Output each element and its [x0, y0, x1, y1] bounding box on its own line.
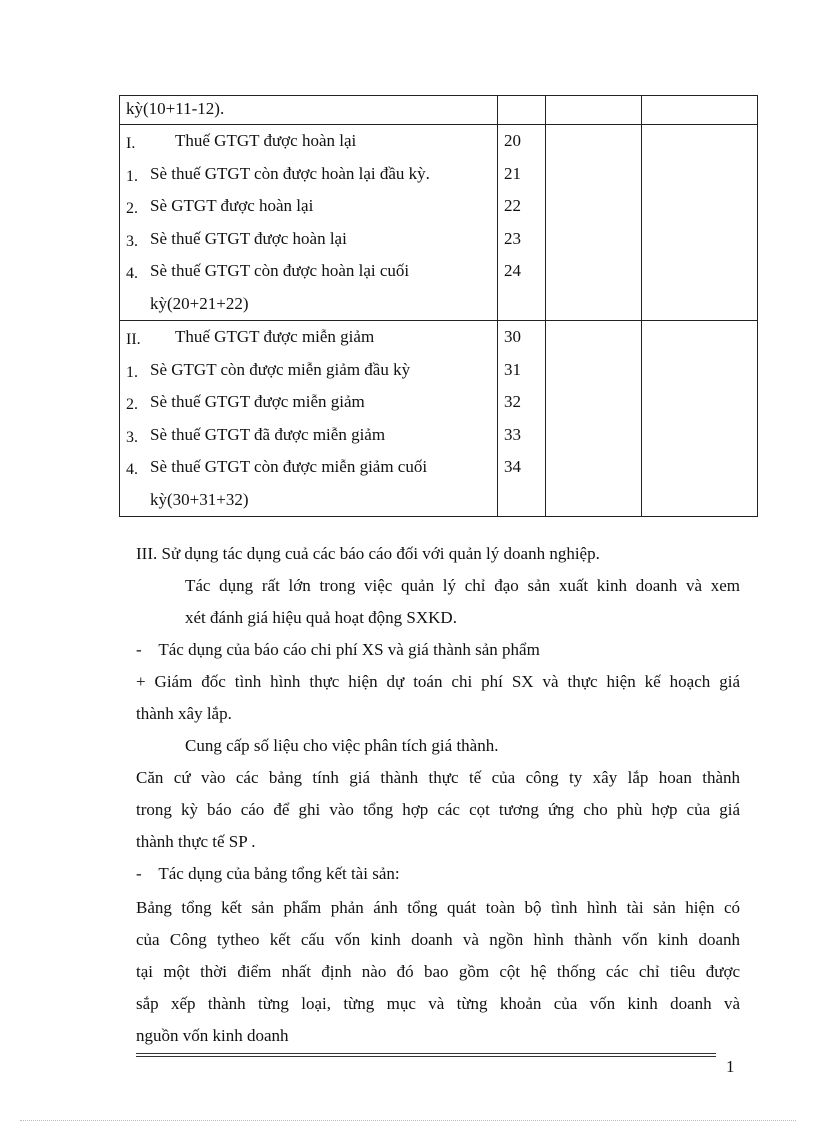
row-text: kỳ(30+31+32) — [150, 489, 249, 509]
row-code: 21 — [504, 163, 521, 183]
footer-divider — [136, 1053, 716, 1054]
paragraph-line: Căn cứ vào các bảng tính giá thành thực tế của công ty xây lắp hoan thành — [136, 768, 740, 787]
page-edge-dots — [20, 1120, 796, 1121]
row-text: Sè thuế GTGT còn được miễn giảm cuối — [150, 457, 428, 476]
paragraph-line: xét đánh giá hiệu quả hoạt động SXKD. — [185, 608, 457, 627]
paragraph-line: Bảng tổng kết sản phẩm phản ánh tổng quát toàn bộ tình hình tài sản hiện có — [136, 898, 740, 917]
row-text: Sè thuế GTGT được hoàn lại — [150, 228, 347, 248]
page-number: 1 — [726, 1057, 735, 1076]
row-text: kỳ(10+11-12). — [126, 99, 225, 118]
bullet-item: - Tác dụng của báo cáo chi phí XS và giá thành sản phẩm — [136, 640, 540, 659]
paragraph-line: thành thực tế SP . — [136, 832, 256, 851]
section-1-title: Thuế GTGT được hoàn lại — [175, 131, 357, 150]
section-3-heading: III. Sử dụng tác dụng cuả các báo cáo đối với quản lý doanh nghiệp. — [136, 544, 600, 563]
row-text: Sè thuế GTGT còn được hoàn lại đầu kỳ. — [150, 163, 430, 183]
row-code: 23 — [504, 228, 521, 248]
row-code: 31 — [504, 359, 521, 379]
paragraph-line: thành xây lắp. — [136, 704, 232, 723]
paragraph-line: trong kỳ báo cáo để ghi vào tổng hợp các cọt tương ứng cho phù hợp của giá — [136, 800, 740, 819]
row-text: Sè thuế GTGT được miễn giảm — [150, 392, 365, 411]
table-row — [120, 96, 758, 125]
bullet-item: - Tác dụng của bảng tổng kết tài sản: — [136, 864, 400, 883]
row-code: 33 — [504, 424, 521, 444]
paragraph-line: Cung cấp số liệu cho việc phân tích giá thành. — [185, 736, 499, 755]
section-2-title: Thuế GTGT được miễn giảm — [175, 327, 375, 346]
row-text: Sè thuế GTGT đã được miễn giảm — [150, 424, 386, 444]
row-text: Sè GTGT được hoàn lại — [150, 196, 314, 215]
paragraph-line: sắp xếp thành từng loại, từng mục và từng khoản của vốn kinh doanh và — [136, 994, 740, 1013]
table-section-1: I. Thuế GTGT được hoàn lại 1. Sè thuế GTGT còn được hoàn lại đầu kỳ. 2. Sè GTGT được hoàn lại 3. Sè thuế GTGT được hoàn lại 4. Sè thuế GTGT còn được hoàn lại cuối kỳ(20+21+22) 20 21 22 23 24 — [120, 125, 758, 321]
row-text: kỳ(20+21+22) — [150, 293, 249, 313]
row-code: 20 — [504, 131, 521, 150]
row-code: 30 — [504, 327, 521, 346]
paragraph-line: của Công tytheo kết cấu vốn kinh doanh và ngồn hình thành vốn kinh doanh — [136, 930, 740, 949]
paragraph-line: tại một thời điểm nhất định nào đó bao gồm cột hệ thống các chỉ tiêu được — [136, 962, 740, 981]
paragraph-line: Tác dụng rất lớn trong việc quản lý chỉ đạo sản xuất kinh doanh và xem — [185, 576, 740, 595]
row-text: Sè GTGT còn được miễn giảm đầu kỳ — [150, 359, 411, 379]
paragraph-line: nguồn vốn kinh doanh — [136, 1026, 289, 1045]
footer-divider — [136, 1056, 716, 1057]
row-code: 34 — [504, 457, 521, 476]
row-code: 22 — [504, 196, 521, 215]
row-code: 32 — [504, 392, 521, 411]
row-text: Sè thuế GTGT còn được hoàn lại cuối — [150, 261, 410, 280]
paragraph-line: + Giám đốc tình hình thực hiện dự toán chi phí SX và thực hiện kế hoạch giá — [136, 672, 740, 691]
tax-table — [119, 95, 758, 517]
row-code: 24 — [504, 261, 521, 280]
table-section-2: II. Thuế GTGT được miễn giảm 1. Sè GTGT còn được miễn giảm đầu kỳ 2. Sè thuế GTGT được miễn giảm 3. Sè thuế GTGT đã được miễn giảm 4. Sè thuế GTGT còn được miễn giảm cuối kỳ(30+31+32) 30 31 32 33 34 — [120, 321, 758, 517]
